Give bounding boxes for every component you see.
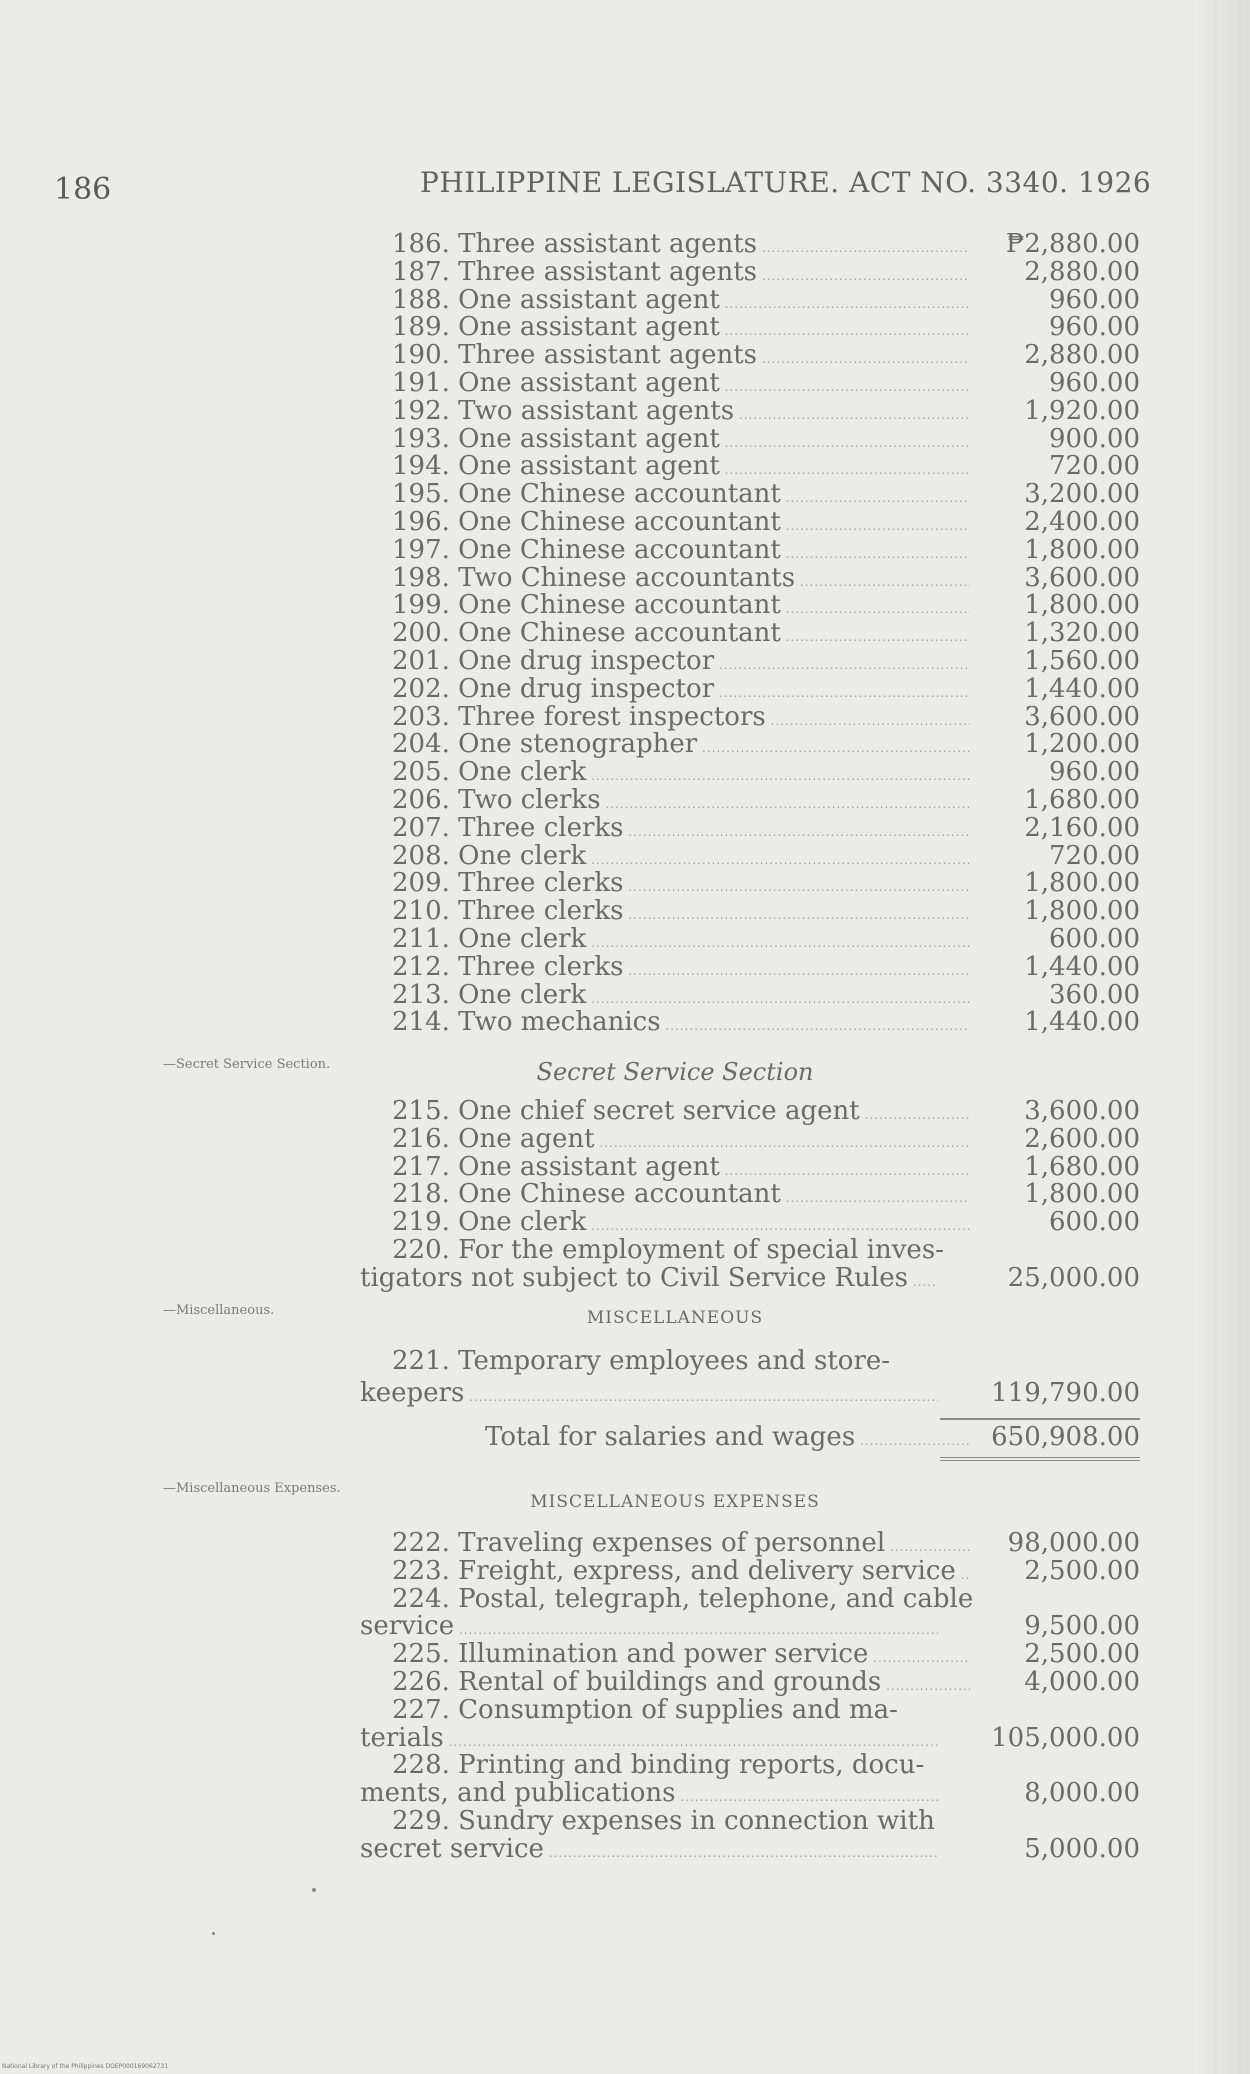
item-number: 191. [392, 369, 450, 398]
item-description: 225. Illumination and power service ..... [392, 1641, 970, 1673]
item-text: Three assistant agents [458, 258, 758, 287]
list-item [360, 645, 1140, 676]
list-item [360, 1641, 1140, 1669]
list-item [360, 870, 1140, 898]
total-amount: 650,908.00 [991, 1421, 1140, 1452]
item-text: One Chinese accountant [458, 508, 781, 537]
item-description: secret service ..... [360, 1836, 938, 1868]
list-item [360, 1613, 1140, 1641]
item-number: 212. [392, 953, 450, 982]
item-text: One chief secret service agent [458, 1098, 860, 1126]
list-item [360, 1009, 1140, 1037]
item-number: 186. [392, 231, 450, 259]
appropriation-list [360, 231, 1140, 1037]
item-amount: 1,440.00 [1024, 1007, 1140, 1038]
item-number: 201. [392, 647, 450, 676]
list-item [360, 1666, 1140, 1697]
item-text: One stenographer [458, 731, 698, 760]
list-item [360, 1098, 1140, 1126]
item-description: terials ..... [360, 1725, 938, 1757]
item-amount: 1,800.00 [1024, 534, 1140, 565]
item-amount: 5,000.00 [1024, 1833, 1140, 1864]
item-amount: 25,000.00 [1007, 1262, 1140, 1293]
item-text: One Chinese accountant [458, 620, 781, 649]
list-item [360, 979, 1140, 1010]
list-item [360, 1181, 1140, 1209]
item-amount: 1,800.00 [1024, 896, 1140, 927]
item-description: ments, and publications ..... [360, 1780, 938, 1812]
item-amount: 960.00 [1049, 284, 1140, 315]
item-amount: 360.00 [1049, 979, 1140, 1010]
item-number: 213. [392, 981, 450, 1010]
total-rule [940, 1418, 1140, 1420]
item-number: 210. [392, 898, 450, 927]
item-text: One agent [458, 1125, 595, 1154]
item-number: 205. [392, 759, 450, 788]
double-rule [940, 1457, 1140, 1461]
item-amount: 1,560.00 [1024, 645, 1140, 676]
secret-service-section [360, 1052, 1140, 1293]
list-item [360, 731, 1140, 759]
item-amount: 960.00 [1049, 367, 1140, 398]
list-item [360, 923, 1140, 954]
item-amount: 720.00 [1049, 451, 1140, 482]
section-title: MISCELLANEOUS EXPENSES [530, 1492, 820, 1512]
item-text: Three assistant agents [458, 231, 758, 259]
item-text: One assistant agent [458, 369, 720, 398]
secret-service-list [360, 1098, 1140, 1237]
running-head: PHILIPPINE LEGISLATURE. ACT NO. 3340. 1926 [420, 166, 1152, 199]
item-text: One drug inspector [458, 647, 715, 676]
paper-speck [312, 1888, 316, 1892]
item-amount: 600.00 [1049, 923, 1140, 954]
item-number: 200. [392, 620, 450, 649]
item-number: 188. [392, 286, 450, 315]
list-item [360, 342, 1140, 370]
item-text: Three clerks [458, 870, 624, 899]
item-description: tigators not subject to Civil Service Rules ..... [360, 1265, 938, 1297]
item-number: 194. [392, 453, 450, 482]
item-description: 220. For the employment of special inves- [392, 1236, 944, 1265]
item-description: 224. Postal, telegraph, telephone, and cable [392, 1585, 974, 1614]
list-item [360, 231, 1140, 259]
item-amount: 1,440.00 [1024, 951, 1140, 982]
item-number: 204. [392, 731, 450, 760]
item-number: 189. [392, 314, 450, 343]
paper-speck [212, 1932, 215, 1935]
item-text: One Chinese accountant [458, 481, 781, 510]
item-number: 199. [392, 592, 450, 621]
item-text: One assistant agent [458, 425, 720, 454]
margin-note-secret-service: —Secret Service Section. [163, 1057, 331, 1072]
list-item [360, 840, 1140, 871]
item-text: One drug inspector [458, 675, 715, 704]
item-amount: 3,600.00 [1024, 1096, 1140, 1126]
item-text: Three clerks [458, 898, 624, 927]
item-amount: 2,880.00 [1024, 256, 1140, 287]
total-row [360, 1421, 1140, 1452]
item-description: service ..... [360, 1613, 938, 1645]
list-item [360, 395, 1140, 426]
item-number: 197. [392, 536, 450, 565]
item-number: 206. [392, 786, 450, 815]
list-item [360, 1209, 1140, 1237]
item-description: 227. Consumption of supplies and ma- [392, 1696, 898, 1725]
item-amount: 98,000.00 [1007, 1528, 1140, 1558]
list-item [360, 1833, 1140, 1864]
list-item [360, 701, 1140, 732]
list-item [360, 898, 1140, 926]
item-amount: 1,320.00 [1024, 618, 1140, 649]
item-number: 209. [392, 870, 450, 899]
list-item [360, 1697, 1140, 1725]
list-item [360, 506, 1140, 537]
item-amount: 1,800.00 [1024, 1179, 1140, 1210]
item-number: 211. [392, 925, 450, 954]
item-number: 215. [392, 1098, 450, 1126]
item-number: 193. [392, 425, 450, 454]
list-item [360, 1237, 1140, 1265]
item-number: 219. [392, 1209, 450, 1238]
item-number: 216. [392, 1125, 450, 1154]
list-item [360, 592, 1140, 620]
item-number: 202. [392, 675, 450, 704]
item-description: 221. Temporary employees and store- [392, 1348, 891, 1376]
item-text: Three assistant agents [458, 342, 758, 371]
list-item [360, 673, 1140, 704]
item-text: Three clerks [458, 814, 624, 843]
page-number: 186 [54, 172, 112, 207]
list-item [360, 1262, 1140, 1293]
list-item [360, 951, 1140, 982]
list-item [360, 367, 1140, 398]
list-item [360, 1808, 1140, 1836]
item-amount: ₱2,880.00 [1005, 229, 1140, 259]
margin-note-miscellaneous: —Miscellaneous. [163, 1303, 275, 1318]
item-text: One Chinese accountant [458, 536, 781, 565]
item-text: Two assistant agents [458, 397, 735, 426]
item-description: 223. Freight, express, and delivery service ..... [392, 1558, 970, 1590]
list-item [360, 1586, 1140, 1614]
list-item [360, 453, 1140, 481]
list-item [360, 481, 1140, 509]
item-amount: 1,800.00 [1024, 868, 1140, 899]
list-item [360, 534, 1140, 565]
list-item [360, 1555, 1140, 1586]
item-amount: 1,920.00 [1024, 395, 1140, 426]
list-item [360, 1151, 1140, 1182]
item-number: 217. [392, 1153, 450, 1182]
item-amount: 4,000.00 [1024, 1666, 1140, 1697]
item-amount: 1,200.00 [1024, 729, 1140, 760]
item-amount: 2,160.00 [1024, 812, 1140, 843]
item-amount: 900.00 [1049, 423, 1140, 454]
item-text: Three forest inspectors [458, 703, 766, 732]
item-text: One clerk [458, 842, 587, 871]
item-text: One Chinese accountant [458, 1181, 781, 1210]
item-number: 195. [392, 481, 450, 510]
item-description: 228. Printing and binding reports, docu- [392, 1752, 925, 1781]
scan-footer: National Library of the Philippines DOEP000169062731 [2, 2063, 169, 2070]
list-item [360, 423, 1140, 454]
item-number: 192. [392, 397, 450, 426]
item-text: One clerk [458, 1209, 587, 1238]
item-number: 198. [392, 564, 450, 593]
item-amount: 2,880.00 [1024, 340, 1140, 371]
item-amount: 1,680.00 [1024, 784, 1140, 815]
list-item [360, 784, 1140, 815]
item-amount: 720.00 [1049, 840, 1140, 871]
list-item [360, 1377, 1140, 1408]
item-number: 203. [392, 703, 450, 732]
item-amount: 1,680.00 [1024, 1151, 1140, 1182]
item-amount: 3,600.00 [1024, 562, 1140, 593]
list-item [360, 284, 1140, 315]
item-amount: 2,500.00 [1024, 1555, 1140, 1586]
total-label: Total for salaries and wages ..... [485, 1424, 970, 1456]
item-amount: 960.00 [1049, 757, 1140, 788]
item-description [392, 1009, 970, 1041]
item-amount: 2,600.00 [1024, 1123, 1140, 1154]
item-amount: 3,200.00 [1024, 479, 1140, 510]
item-amount: 3,600.00 [1024, 701, 1140, 732]
list-item [360, 1123, 1140, 1154]
item-text: Two Chinese accountants [458, 564, 796, 593]
page-edge-shadow [1190, 0, 1250, 2074]
misc-expenses-section [360, 1482, 1140, 1864]
item-number: 187. [392, 258, 450, 287]
section-title: MISCELLANEOUS [586, 1308, 764, 1328]
item-number: 218. [392, 1181, 450, 1210]
item-number: 190. [392, 342, 450, 371]
item-amount: 105,000.00 [991, 1722, 1140, 1753]
list-item [360, 314, 1140, 342]
item-text: Two clerks [458, 786, 601, 815]
item-amount: 960.00 [1049, 312, 1140, 343]
item-amount: 9,500.00 [1024, 1611, 1140, 1642]
item-amount: 119,790.00 [991, 1377, 1140, 1408]
list-item [360, 1752, 1140, 1780]
list-item [360, 1530, 1140, 1558]
list-item [360, 812, 1140, 843]
item-amount: 1,440.00 [1024, 673, 1140, 704]
list-item [360, 562, 1140, 593]
item-text: One clerk [458, 981, 587, 1010]
miscellaneous-section [360, 1298, 1140, 1465]
item-number: 214. [392, 1009, 450, 1038]
item-text: One assistant agent [458, 314, 720, 343]
item-amount: 1,800.00 [1024, 590, 1140, 621]
margin-note-misc-expenses: —Miscellaneous Expenses. [163, 1481, 341, 1496]
item-description: 222. Traveling expenses of personnel ..... [392, 1530, 970, 1562]
item-description: 229. Sundry expenses in connection with [392, 1807, 935, 1836]
list-item [360, 1348, 1140, 1376]
list-item [360, 1722, 1140, 1753]
list-item [360, 620, 1140, 648]
item-number: 208. [392, 842, 450, 871]
item-text: One clerk [458, 925, 587, 954]
item-text: One Chinese accountant [458, 592, 781, 621]
item-amount: 600.00 [1049, 1207, 1140, 1238]
item-amount: 2,400.00 [1024, 506, 1140, 537]
list-item [360, 1780, 1140, 1808]
item-text: Two mechanics [458, 1009, 661, 1038]
list-item [360, 256, 1140, 287]
item-description: 226. Rental of buildings and grounds ..... [392, 1669, 970, 1701]
item-text: One assistant agent [458, 1153, 720, 1182]
item-text: Three clerks [458, 953, 624, 982]
item-amount: 2,500.00 [1024, 1639, 1140, 1670]
section-title: Secret Service Section [536, 1058, 814, 1086]
item-number: 196. [392, 508, 450, 537]
item-amount: 8,000.00 [1024, 1778, 1140, 1809]
item-text: One assistant agent [458, 453, 720, 482]
item-text: One assistant agent [458, 286, 720, 315]
item-text: One clerk [458, 759, 587, 788]
item-description: keepers ..... [360, 1380, 938, 1412]
item-number: 207. [392, 814, 450, 843]
list-item [360, 759, 1140, 787]
